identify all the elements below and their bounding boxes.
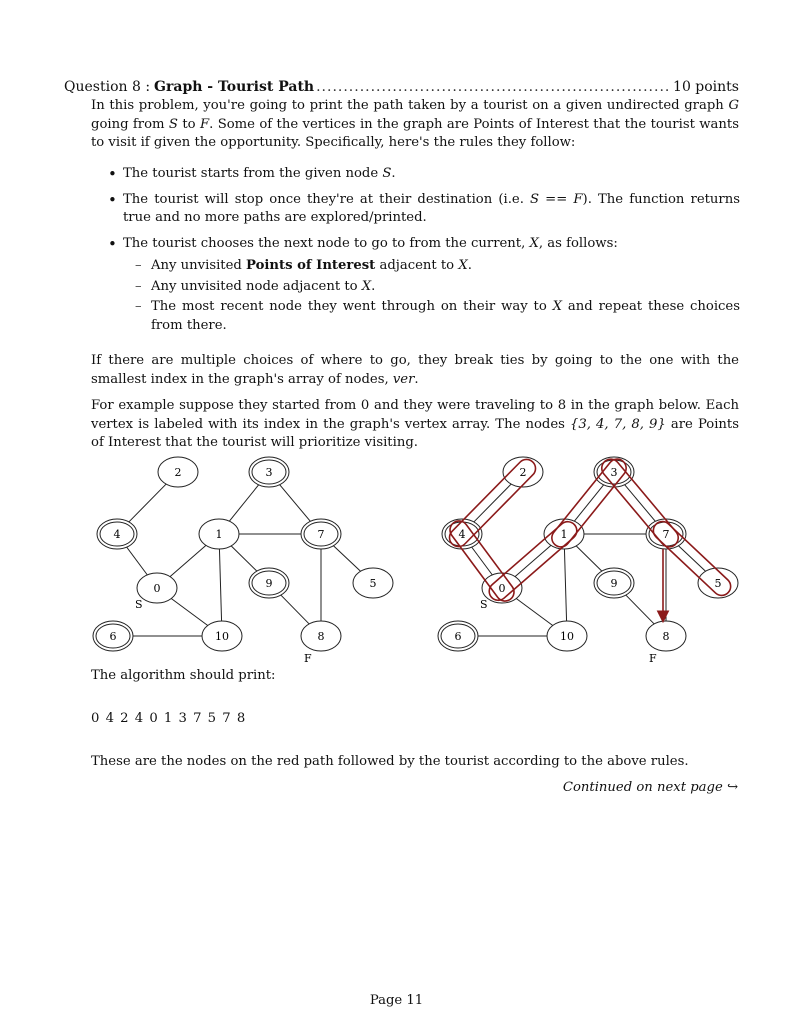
choice-sublist	[135, 257, 740, 335]
graph-node-4	[97, 519, 137, 549]
node-label: 0	[153, 582, 161, 595]
question-title: Graph - Tourist Path	[154, 79, 315, 95]
printed-output: 0 4 2 4 0 1 3 7 5 7 8	[91, 711, 247, 726]
graph-edge	[171, 599, 207, 626]
question-points: 10 points	[673, 79, 739, 95]
graph-edge	[281, 595, 309, 624]
question-header	[64, 79, 739, 95]
finish-label: F	[304, 652, 312, 665]
node-label: 6	[454, 630, 462, 643]
node-label: 1	[215, 528, 223, 541]
node-label: 8	[317, 630, 325, 643]
graph-node-10	[547, 621, 587, 651]
graph-edge	[333, 546, 360, 572]
choice-backtrack: – The most recent node they went through on their way to X and repeat these choices from there.	[135, 298, 740, 335]
node-label: 0	[498, 582, 506, 595]
graph-node-7	[301, 519, 341, 549]
graph-node-9	[249, 568, 289, 598]
start-label: S	[480, 598, 488, 611]
graph-with-path	[438, 455, 738, 665]
graph-edge	[219, 549, 221, 621]
finish-label: F	[649, 652, 657, 665]
rule-choose: • The tourist chooses the next node to go to from the current, X, as follows: – Any unvisited Points of Interest adjacent to X. – Any unvisited node adjacent to X. – The most recent node they went through on their way to X and repeat these choices from there.	[108, 235, 740, 336]
graph-figures	[80, 455, 750, 670]
choice-poi: – Any unvisited Points of Interest adjacent to X.	[135, 257, 740, 276]
node-label: 7	[662, 528, 670, 541]
graph-edge	[516, 599, 552, 626]
node-label: 6	[109, 630, 117, 643]
node-label: 3	[610, 466, 618, 479]
node-label: 5	[714, 577, 722, 590]
graph-node-3	[249, 457, 289, 487]
node-label: 7	[317, 528, 325, 541]
node-label: 3	[265, 466, 273, 479]
graph-edge	[678, 546, 705, 572]
graph-node-8	[646, 621, 686, 651]
node-label: 4	[458, 528, 466, 541]
graph-node-10	[202, 621, 242, 651]
graph-edge	[229, 485, 258, 521]
graph-node-2	[158, 457, 198, 487]
choice-unvisited: – Any unvisited node adjacent to X.	[135, 278, 740, 297]
page-number: Page 11	[369, 993, 424, 1008]
graph-node-6	[438, 621, 478, 651]
graph-edge	[574, 485, 603, 521]
rules-list	[108, 165, 740, 342]
start-label: S	[135, 598, 143, 611]
node-label: 9	[265, 577, 273, 590]
graph-edge	[129, 484, 166, 522]
rule-start: • The tourist starts from the given node S.	[108, 165, 740, 184]
graph-edge	[280, 485, 311, 522]
question-number: Question 8 :	[64, 79, 151, 95]
graph-edge	[170, 545, 206, 576]
example-paragraph: For example suppose they started from 0 and they were traveling to 8 in the graph below. Each vertex is labeled with its index in the graph's vertex array. The nodes {3, 4, 7, 8, 9} are Points of Interest that the tourist will prioritize visiting.	[91, 398, 739, 450]
graph-node-2	[503, 457, 543, 487]
graph-edge	[626, 595, 654, 624]
graph-node-1	[199, 519, 239, 549]
node-label: 5	[369, 577, 377, 590]
graph-node-0	[137, 573, 177, 603]
graph-edge	[231, 546, 257, 571]
node-label: 1	[560, 528, 568, 541]
node-label: 10	[560, 630, 574, 643]
graph-node-5	[353, 568, 393, 598]
graph-node-6	[93, 621, 133, 651]
leader-dots	[316, 79, 671, 95]
graph-node-8	[301, 621, 341, 651]
node-label: 8	[662, 630, 670, 643]
graph-node-4	[442, 519, 482, 549]
graph-edge	[472, 547, 493, 575]
graph-plain	[93, 457, 393, 665]
intro-paragraph: In this problem, you're going to print the path taken by a tourist on a given undirected graph G going from S to F. Some of the vertices in the graph are Points of Interest that the tourist wants to visit if given the opportunity. Specifically, here's the rules they follow:	[91, 98, 739, 150]
continued-note: Continued on next page ↪	[562, 780, 738, 795]
node-label: 9	[610, 577, 618, 590]
graph-edge	[564, 549, 566, 621]
print-label: The algorithm should print:	[91, 668, 276, 683]
tie-break-paragraph: If there are multiple choices of where to go, they break ties by going to the one with the smallest index in the graph's array of nodes, ver.	[91, 353, 739, 387]
node-label: 2	[174, 466, 182, 479]
node-label: 4	[113, 528, 121, 541]
graph-edge	[127, 547, 148, 575]
node-label: 10	[215, 630, 229, 643]
closing-sentence: These are the nodes on the red path followed by the tourist according to the above rules.	[91, 754, 689, 769]
graph-node-9	[594, 568, 634, 598]
graph-node-3	[594, 457, 634, 487]
rule-stop: • The tourist will stop once they're at their destination (i.e. S == F). The function returns true and no more paths are explored/printed.	[108, 191, 740, 228]
node-label: 2	[519, 466, 527, 479]
graph-edge	[576, 546, 602, 571]
